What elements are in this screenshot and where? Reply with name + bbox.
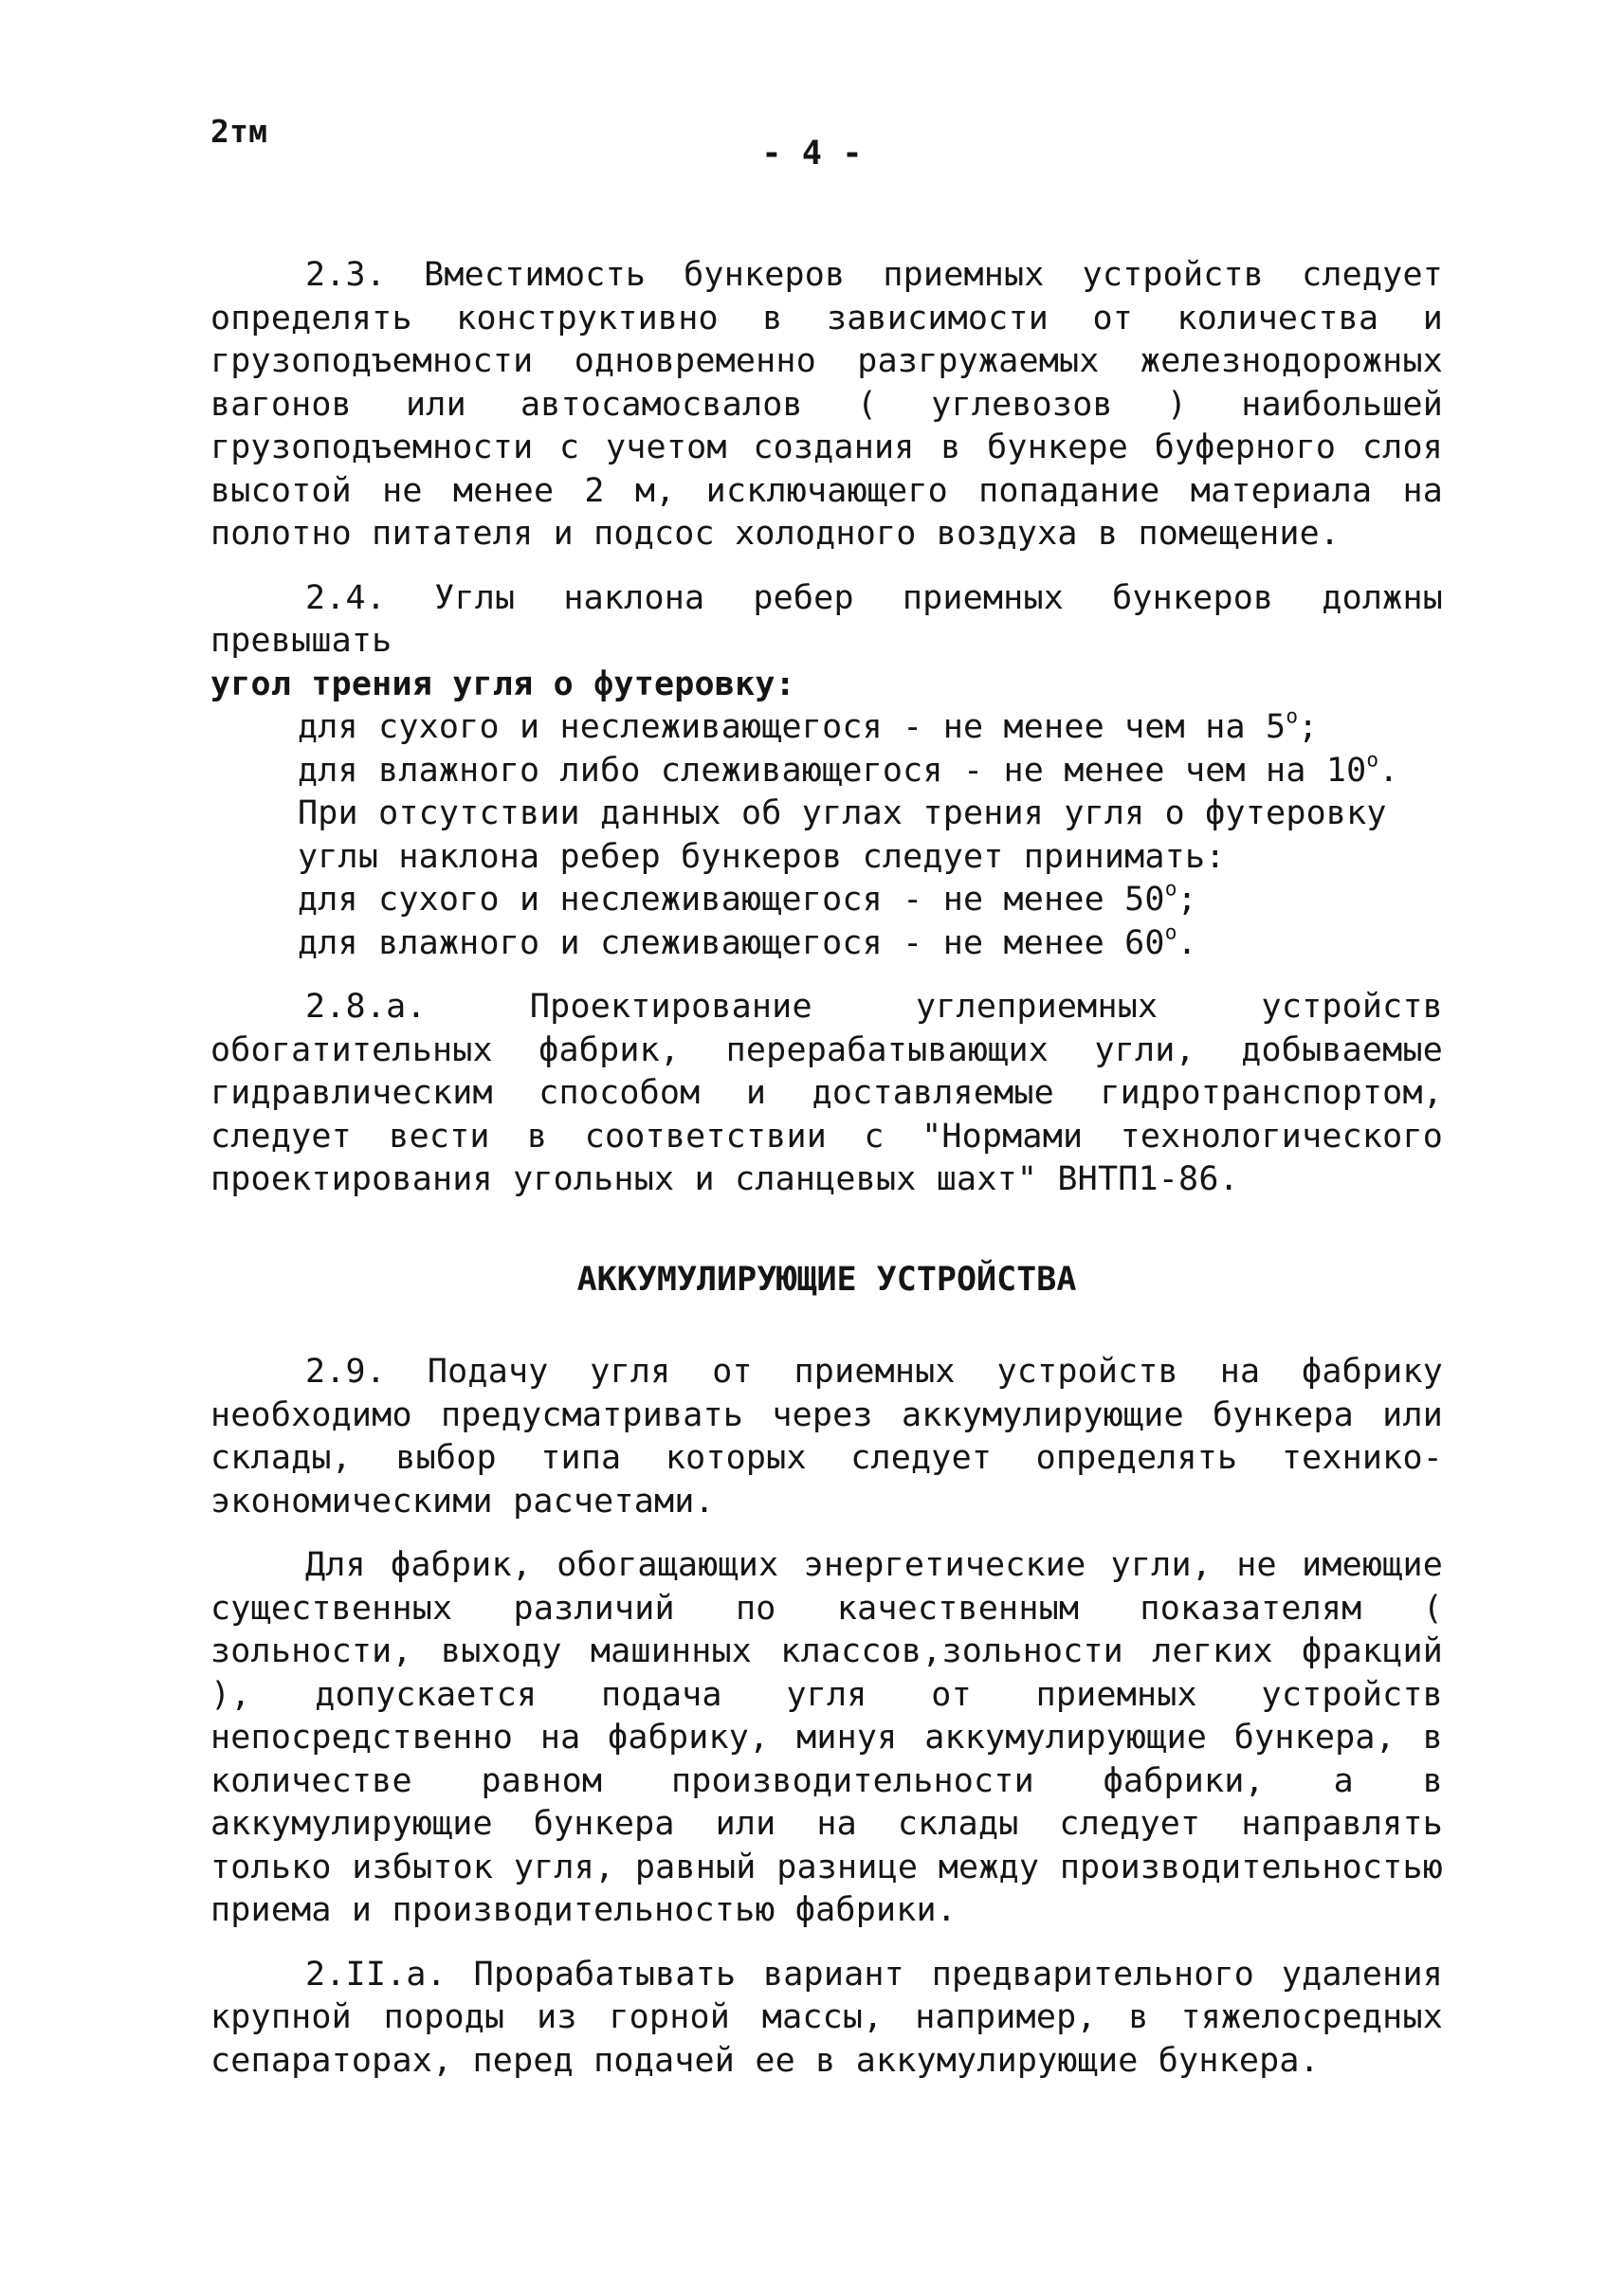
angle-list-1 bbox=[210, 706, 1443, 792]
paragraph-2-8a: 2.8.а. Проектирование углеприемных устройств обогатительных фабрик, перерабатывающих угли, добываемые гидравлическим способом и доставляемые гидротранспортом, следует вести в соответствии с "Нормами технологического проектирования угольных и сланцевых шахт" ВНТП1-86. bbox=[210, 988, 1443, 1198]
list-item-dry-end: ; bbox=[1298, 708, 1319, 746]
section-heading: АККУМУЛИРУЮЩИЕ УСТРОЙСТВА bbox=[576, 1260, 1077, 1299]
list-item-wet-2-end: . bbox=[1177, 923, 1197, 962]
paragraph-2-4-intro-cont: угол трения угля о футеровку: bbox=[210, 665, 795, 703]
degree-sign: о bbox=[1366, 747, 1379, 771]
list-item-wet bbox=[298, 747, 1443, 793]
angle-list-2 bbox=[210, 879, 1443, 965]
list-item-dry-text: для сухого и неслеживающегося - не менее чем на 5 bbox=[298, 708, 1286, 746]
list-item-dry-2 bbox=[298, 879, 1443, 922]
absent-data-line-2: углы наклона ребер бункеров следует принимать: bbox=[298, 837, 1226, 876]
list-item-wet-2-text: для влажного и слеживающегося - не менее 60 bbox=[298, 923, 1165, 962]
paragraph-2-11a: 2.II.а. Прорабатывать вариант предварительного удаления крупной породы из горной массы, например, в тяжелосредных сепараторах, перед подачей ее в аккумулирующие бункера. bbox=[210, 1955, 1443, 2080]
list-item-wet-text: для влажного либо слеживающегося - не менее чем на 10 bbox=[298, 751, 1367, 790]
absent-data-note bbox=[210, 792, 1443, 879]
list-item-wet-2 bbox=[298, 922, 1443, 966]
document-body bbox=[210, 254, 1443, 2083]
degree-sign: о bbox=[1286, 704, 1299, 728]
paragraph-2-9-cont: Для фабрик, обогащающих энергетические угли, не имеющие существенных различий по качественным показателям ( зольности, выходу машинных классов,зольности легких фракций ), допускается подача угля от приемных устройств непосредственно на фабрику, минуя аккумулирующие бункера, в количестве равном производительности фабрики, а в аккумулирующие бункера или на склады следует направлять только избыток угля, равный разнице между производительностью приема и производительностью фабрики. bbox=[210, 1546, 1443, 1929]
document-code: 2тм bbox=[210, 113, 268, 150]
list-item-wet-end: . bbox=[1378, 751, 1399, 790]
paragraph-2-4-intro: 2.4. Углы наклона ребер приемных бункеров должны превышать bbox=[210, 578, 1443, 660]
paragraph-2-9: 2.9. Подачу угля от приемных устройств на фабрику необходимо предусматривать через аккумулирующие бункера или склады, выбор типа которых следует определять технико-экономическими расчетами. bbox=[210, 1353, 1443, 1521]
page-number: - 4 - bbox=[761, 135, 863, 173]
list-item-dry bbox=[298, 706, 1443, 750]
absent-data-line-1: При отсутствии данных об углах трения угля о футеровку bbox=[298, 794, 1387, 832]
degree-sign: о bbox=[1164, 877, 1177, 901]
degree-sign: о bbox=[1164, 920, 1177, 943]
paragraph-2-3: 2.3. Вместимость бункеров приемных устройств следует определять конструктивно в зависимости от количества и грузоподъемности одновременно разгружаемых железнодорожных вагонов или автосамосвалов ( углевозов ) наибольшей грузоподъемности с учетом создания в бункере буферного слоя высотой не менее 2 м, исключающего попадание материала на полотно питателя и подсос холодного воздуха в помещение. bbox=[210, 256, 1443, 553]
list-item-dry-2-text: для сухого и неслеживающегося - не менее 50 bbox=[298, 881, 1165, 919]
list-item-dry-2-end: ; bbox=[1177, 881, 1197, 919]
